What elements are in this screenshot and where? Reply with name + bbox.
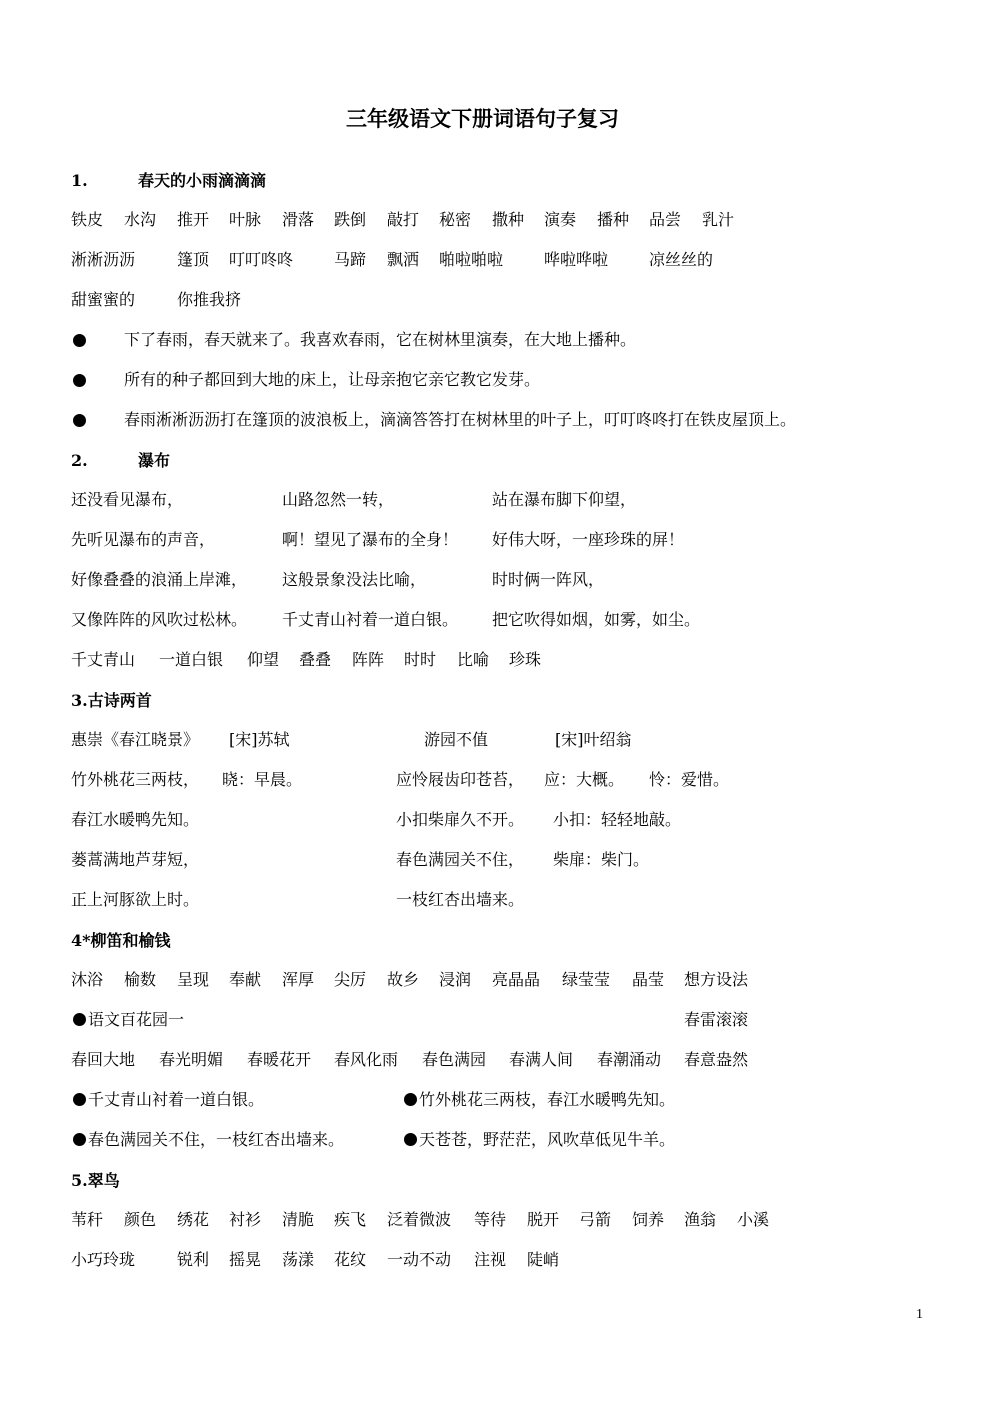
bullet-icon (404, 1093, 417, 1106)
word: 马蹄 (334, 250, 367, 269)
poem-2-author: [宋]叶绍翁 (555, 730, 632, 749)
word: 水沟 (124, 210, 157, 229)
section-3-heading: 3.古诗两首 (71, 691, 152, 710)
word: 秘密 (439, 210, 472, 229)
bullet-text: 所有的种子都回到大地的床上，让母亲抱它亲它教它发芽。 (124, 370, 541, 389)
word: 锐利 (177, 1250, 210, 1269)
sentence-text: 春色满园关不住，一枝红杏出墙来。 (88, 1130, 345, 1149)
poem-line: 站在瀑布脚下仰望， (492, 490, 637, 509)
idiom: 春风化雨 (334, 1050, 399, 1069)
word: 尖厉 (334, 970, 367, 989)
word: 啪啦啪啦 (439, 250, 504, 269)
word: 演奏 (544, 210, 577, 229)
idiom: 春光明媚 (159, 1050, 224, 1069)
word: 故乡 (387, 970, 420, 989)
word: 等待 (474, 1210, 507, 1229)
bullet-icon (73, 1133, 86, 1146)
poem-line: 春江水暖鸭先知。 (71, 810, 200, 829)
poem-line: 好伟大呀，一座珍珠的屏！ (492, 530, 685, 549)
word: 哗啦哗啦 (544, 250, 609, 269)
word: 乳汁 (702, 210, 735, 229)
sentence-text: 天苍苍，野茫茫，风吹草低见牛羊。 (419, 1130, 676, 1149)
word: 浸润 (439, 970, 472, 989)
word: 绣花 (177, 1210, 210, 1229)
sentence-item (404, 1132, 675, 1148)
poem-line: 一枝红杏出墙来。 (396, 890, 525, 909)
word: 撒种 (492, 210, 525, 229)
word: 叶脉 (229, 210, 262, 229)
word: 凉丝丝的 (649, 250, 714, 269)
word: 清脆 (282, 1210, 315, 1229)
word: 淅淅沥沥 (71, 250, 136, 269)
word: 呈现 (177, 970, 210, 989)
word: 仰望 (247, 650, 280, 669)
poem-line: 时时俩一阵风， (492, 570, 605, 589)
section-2-number: 2. (71, 451, 88, 470)
word: 你推我挤 (177, 290, 242, 309)
word: 时时 (404, 650, 437, 669)
bullet-text: 春雨淅淅沥沥打在篷顶的波浪板上，滴滴答答打在树林里的叶子上，叮叮咚咚打在铁皮屋顶上。 (124, 410, 797, 429)
bullet-icon (73, 1013, 86, 1026)
poem-line: 小扣柴扉久不开。 (396, 810, 525, 829)
section-1-number: 1. (71, 171, 88, 190)
word: 一动不动 (387, 1250, 452, 1269)
word: 衬衫 (229, 1210, 262, 1229)
poem-2-note: 怜：爱惜。 (649, 770, 730, 789)
idiom: 春潮涌动 (597, 1050, 662, 1069)
poem-line: 啊！望见了瀑布的全身！ (282, 530, 459, 549)
word: 春雷滚滚 (684, 1010, 749, 1029)
sentence-text: 千丈青山衬着一道白银。 (88, 1090, 265, 1109)
word: 比喻 (457, 650, 490, 669)
word: 阵阵 (352, 650, 385, 669)
bullet-icon (73, 1093, 86, 1106)
word: 泛着微波 (387, 1210, 452, 1229)
poem-line: 先听见瀑布的声音， (71, 530, 216, 549)
poem-line: 山路忽然一转， (282, 490, 395, 509)
word: 小溪 (737, 1210, 770, 1229)
idiom: 春意盎然 (684, 1050, 749, 1069)
word: 千丈青山 (71, 650, 136, 669)
poem-line: 应怜屐齿印苍苔， (396, 770, 525, 789)
word: 浑厚 (282, 970, 315, 989)
poem-1-note: 晓：早晨。 (222, 770, 303, 789)
word: 奉献 (229, 970, 262, 989)
garden-heading (73, 1012, 184, 1028)
section-5-heading: 5.翠鸟 (71, 1171, 120, 1190)
word: 注视 (474, 1250, 507, 1269)
word: 想方设法 (684, 970, 749, 989)
sentence-item (73, 1092, 264, 1108)
idiom: 春满人间 (509, 1050, 574, 1069)
poem-line: 春色满园关不住， (396, 850, 525, 869)
word: 渔翁 (684, 1210, 717, 1229)
word: 珍珠 (509, 650, 542, 669)
poem-2-title: 游园不值 (424, 730, 489, 749)
word: 甜蜜蜜的 (71, 290, 136, 309)
poem-line: 把它吹得如烟，如雾，如尘。 (492, 610, 701, 629)
section-1-heading: 春天的小雨滴滴滴 (138, 171, 267, 190)
word: 绿莹莹 (562, 970, 611, 989)
bullet-icon (73, 333, 86, 349)
word: 弓箭 (579, 1210, 612, 1229)
word: 品尝 (649, 210, 682, 229)
poem-1-title: 惠崇《春江晓景》 (71, 730, 200, 749)
poem-line: 好像叠叠的浪涌上岸滩， (71, 570, 248, 589)
poem-line: 正上河豚欲上时。 (71, 890, 200, 909)
page-title: 三年级语文下册词语句子复习 (346, 106, 619, 131)
word: 摇晃 (229, 1250, 262, 1269)
sentence-item (73, 1132, 344, 1148)
word: 推开 (177, 210, 210, 229)
word: 苇秆 (71, 1210, 104, 1229)
word: 晶莹 (632, 970, 665, 989)
poem-2-note: 应：大概。 (544, 770, 625, 789)
word: 饲养 (632, 1210, 665, 1229)
idiom: 春回大地 (71, 1050, 136, 1069)
idiom: 春色满园 (422, 1050, 487, 1069)
word: 亮晶晶 (492, 970, 541, 989)
word: 滑落 (282, 210, 315, 229)
page-number: 1 (916, 1307, 923, 1322)
bullet-icon (73, 413, 86, 429)
bullet-icon (73, 373, 86, 389)
section-4-heading: 4*柳笛和榆钱 (71, 931, 171, 950)
word: 一道白银 (159, 650, 224, 669)
word: 播种 (597, 210, 630, 229)
word: 荡漾 (282, 1250, 315, 1269)
word: 花纹 (334, 1250, 367, 1269)
word: 叮叮咚咚 (229, 250, 294, 269)
poem-2-note: 柴扉：柴门。 (553, 850, 650, 869)
poem-1-author: [宋]苏轼 (229, 730, 290, 749)
word: 疾飞 (334, 1210, 367, 1229)
word: 篷顶 (177, 250, 210, 269)
word: 颜色 (124, 1210, 157, 1229)
word: 小巧玲珑 (71, 1250, 136, 1269)
poem-line: 千丈青山衬着一道白银。 (282, 610, 459, 629)
garden-label: 语文百花园一 (88, 1010, 185, 1029)
poem-line: 还没看见瀑布， (71, 490, 184, 509)
section-2-heading: 瀑布 (138, 451, 171, 470)
poem-line: 蒌蒿满地芦芽短， (71, 850, 200, 869)
poem-2-note: 小扣：轻轻地敲。 (553, 810, 682, 829)
sentence-item (404, 1092, 675, 1108)
idiom: 春暖花开 (247, 1050, 312, 1069)
poem-line: 又像阵阵的风吹过松林。 (71, 610, 248, 629)
word: 榆数 (124, 970, 157, 989)
word: 跌倒 (334, 210, 367, 229)
word: 飘洒 (387, 250, 420, 269)
poem-line: 这般景象没法比喻， (282, 570, 427, 589)
bullet-icon (404, 1133, 417, 1146)
word: 脱开 (527, 1210, 560, 1229)
bullet-text: 下了春雨，春天就来了。我喜欢春雨，它在树林里演奏，在大地上播种。 (124, 330, 637, 349)
poem-line: 竹外桃花三两枝， (71, 770, 200, 789)
word: 沐浴 (71, 970, 104, 989)
word: 铁皮 (71, 210, 104, 229)
word: 叠叠 (299, 650, 332, 669)
word: 陡峭 (527, 1250, 560, 1269)
sentence-text: 竹外桃花三两枝，春江水暖鸭先知。 (419, 1090, 676, 1109)
word: 敲打 (387, 210, 420, 229)
